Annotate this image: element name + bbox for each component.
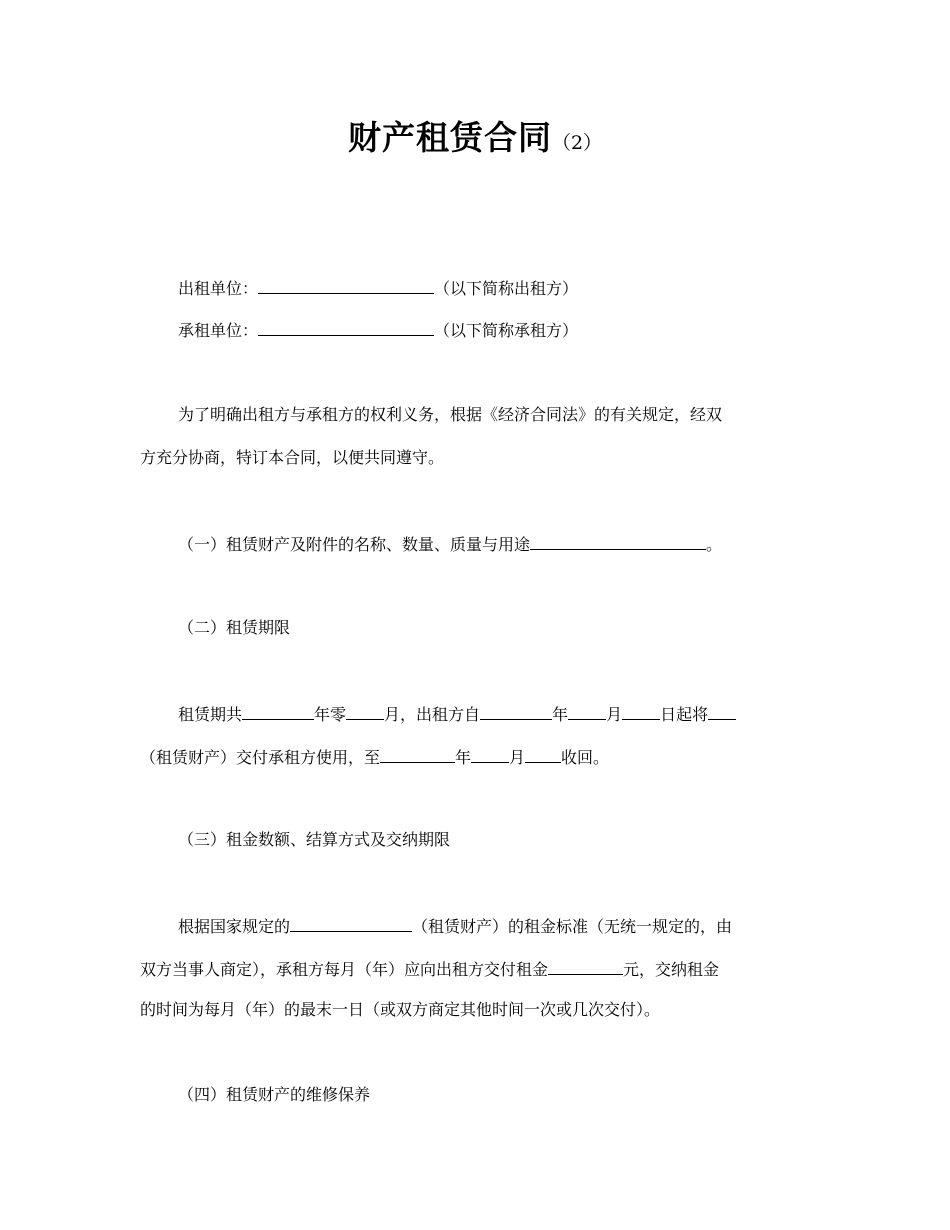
rent-line-3: 的时间为每月（年）的最末一日（或双方商定其他时间一次或几次交付）。 [140, 1000, 661, 1019]
lessee-blank [258, 319, 434, 336]
start-year-blank [480, 703, 552, 720]
term2-text-b: 年 [455, 748, 472, 767]
property-blank [708, 703, 736, 720]
title-suffix: （2） [551, 132, 603, 154]
section-2-heading: （二）租赁期限 [178, 618, 291, 637]
section-1-line [178, 533, 722, 555]
section-3-heading: （三）租金数额、结算方式及交纳期限 [178, 830, 451, 849]
term-text-d: 年 [552, 705, 569, 724]
rent1-text-a: 根据国家规定的 [178, 917, 291, 936]
term-months-blank [346, 703, 384, 720]
lessor-note: （以下简称出租方） [434, 279, 579, 298]
lessor-label: 出租单位： [178, 279, 259, 298]
rent2-text-b: 元，交纳租金 [623, 960, 720, 979]
intro-line-2: 方充分协商，特订本合同，以便共同遵守。 [140, 448, 445, 467]
section-1-end: 。 [706, 535, 723, 554]
start-day-blank [622, 703, 660, 720]
term-text-a: 租赁期共 [178, 705, 243, 724]
term-line-2 [140, 746, 609, 768]
intro-line-1: 为了明确出租方与承租方的权利义务，根据《经济合同法》的有关规定，经双 [178, 405, 723, 424]
lessor-line [178, 277, 578, 299]
term2-text-c: 月 [509, 748, 526, 767]
document-title [0, 112, 950, 159]
lessor-blank [258, 277, 434, 294]
term-text-f: 日起将 [660, 705, 709, 724]
section-4-heading: （四）租赁财产的维修保养 [178, 1085, 371, 1104]
end-month-blank [471, 746, 509, 763]
lessee-label: 承租单位： [178, 321, 259, 340]
title-text: 财产租赁合同 [347, 118, 552, 157]
section-1-text: （一）租赁财产及附件的名称、数量、质量与用途 [178, 535, 531, 554]
rent2-text-a: 双方当事人商定），承租方每月（年）应向出租方交付租金 [140, 960, 549, 979]
lessee-line [178, 319, 578, 341]
section-1-blank [530, 533, 706, 550]
term-text-e: 月 [606, 705, 623, 724]
term-years-blank [242, 703, 314, 720]
term-text-b: 年零 [314, 705, 347, 724]
term2-text-d: 收回。 [561, 748, 610, 767]
lessee-note: （以下简称承租方） [434, 321, 579, 340]
rent-line-1 [178, 915, 732, 937]
rent1-text-b: （租赁财产）的租金标准（无统一规定的，由 [412, 917, 733, 936]
term-text-c: 月，出租方自 [384, 705, 481, 724]
term-line-1 [178, 703, 736, 725]
rent-line-2 [140, 958, 719, 980]
end-year-blank [380, 746, 455, 763]
rent-property-blank [290, 915, 412, 932]
term2-text-a: （租赁财产）交付承租方使用，至 [140, 748, 381, 767]
end-day-blank [525, 746, 561, 763]
rent-amount-blank [548, 958, 623, 975]
start-month-blank [568, 703, 606, 720]
